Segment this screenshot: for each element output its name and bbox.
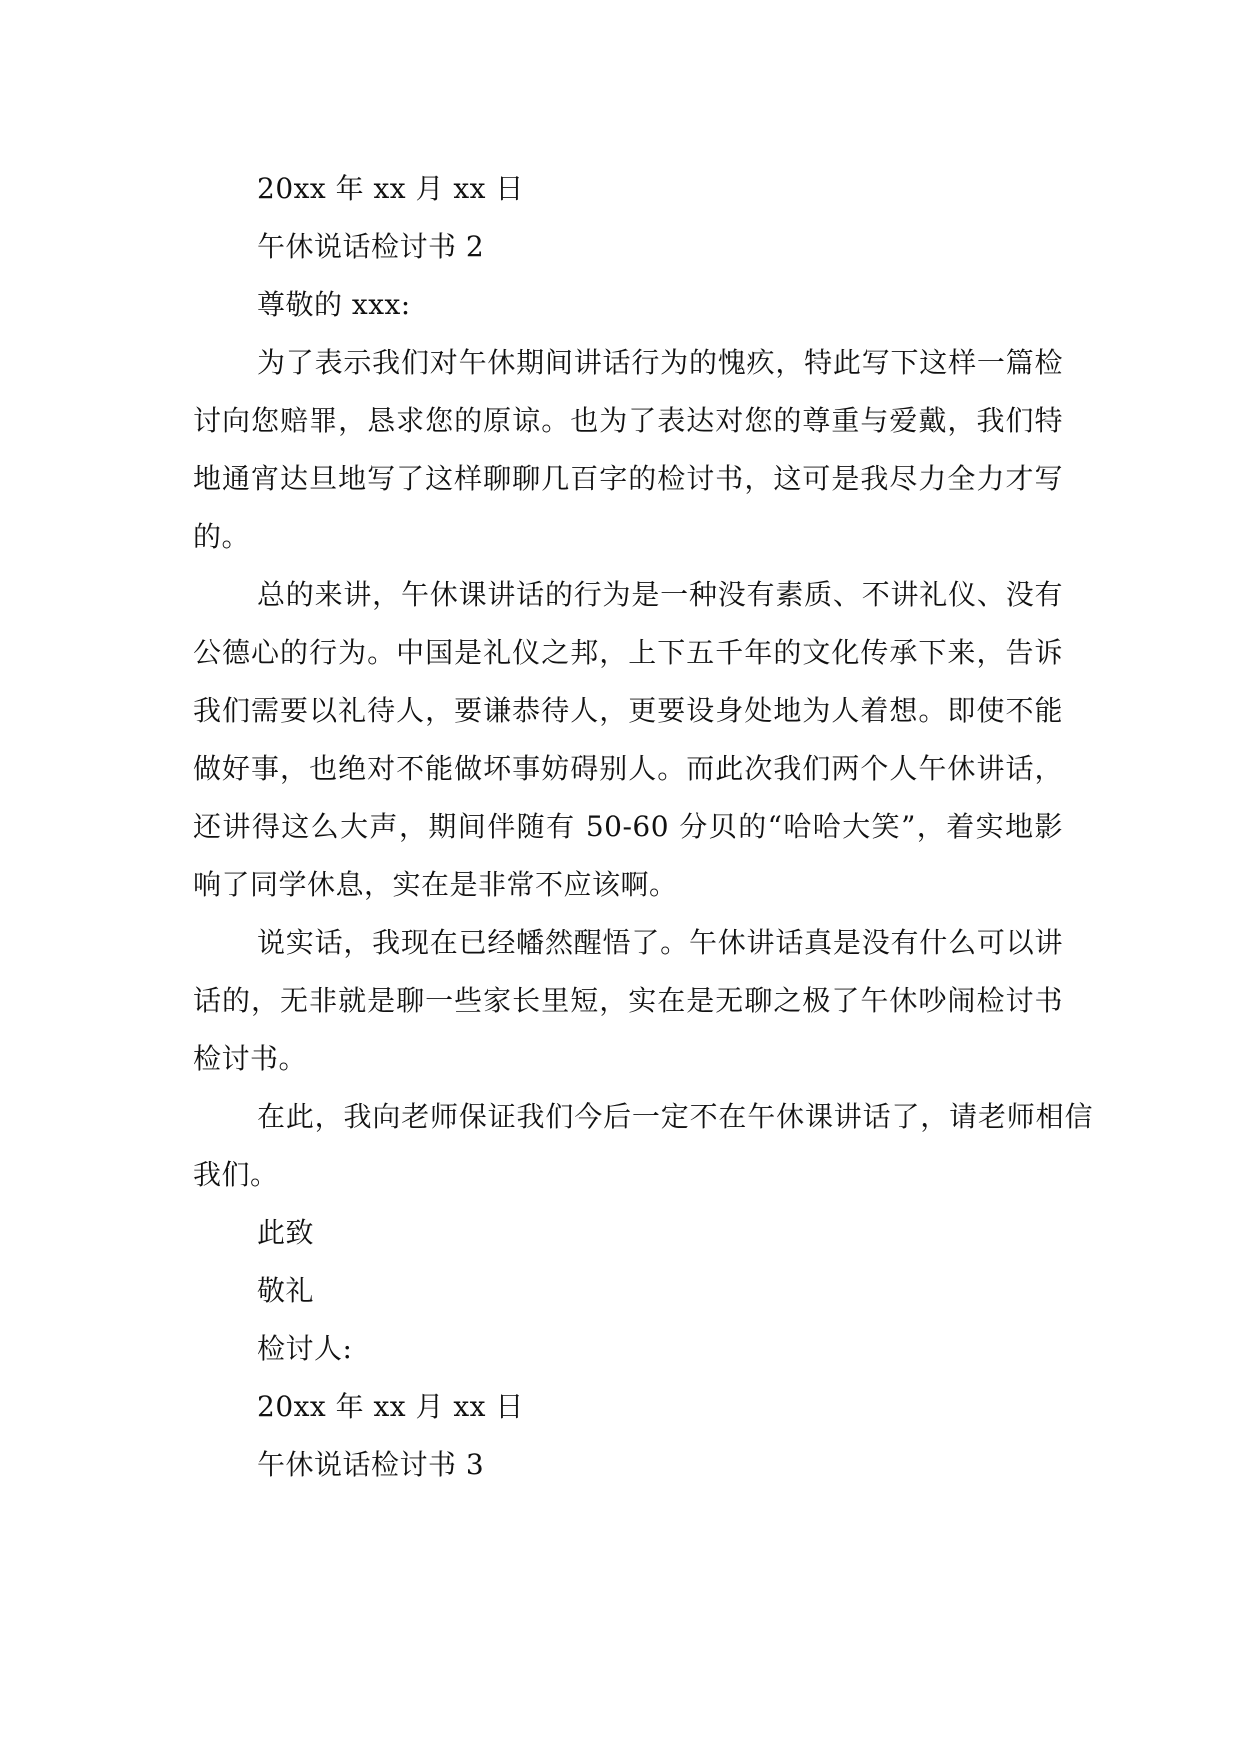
date-line: 20xx 年 xx 月 xx 日: [257, 172, 524, 205]
closing-line: 敬礼: [257, 1274, 315, 1307]
paragraph: 为了表示我们对午休期间讲话行为的愧疚，特此写下这样一篇检讨向您赔罪，恳求您的原谅。也为了表达对您的尊重与爱戴，我们特地通宵达旦地写了这样聊聊几百字的检讨书，这可是我尽力全力才写的。: [193, 346, 1063, 553]
salutation: 尊敬的 xxx:: [257, 288, 411, 321]
section-title: 午休说话检讨书 3: [257, 1448, 485, 1481]
section-title: 午休说话检讨书 2: [257, 230, 485, 263]
closing-line: 此致: [257, 1216, 315, 1249]
date-line: 20xx 年 xx 月 xx 日: [257, 1390, 524, 1423]
paragraph: 在此，我向老师保证我们今后一定不在午休课讲话了，请老师相信我们。: [193, 1100, 1093, 1191]
paragraph: 总的来讲，午休课讲话的行为是一种没有素质、不讲礼仪、没有公德心的行为。中国是礼仪之邦，上下五千年的文化传承下来，告诉我们需要以礼待人，要谦恭待人，更要设身处地为人着想。即使不能做好事，也绝对不能做坏事妨碍别人。而此次我们两个人午休讲话，还讲得这么大声，期间伴随有 50-60 分贝的“哈哈大笑”，着实地影响了同学休息，实在是非常不应该啊。: [193, 578, 1063, 901]
signer-label: 检讨人:: [257, 1332, 353, 1365]
document-body: [193, 160, 1093, 1494]
paragraph: 说实话，我现在已经幡然醒悟了。午休讲话真是没有什么可以讲话的，无非就是聊一些家长里短，实在是无聊之极了午休吵闹检讨书检讨书。: [193, 926, 1063, 1075]
